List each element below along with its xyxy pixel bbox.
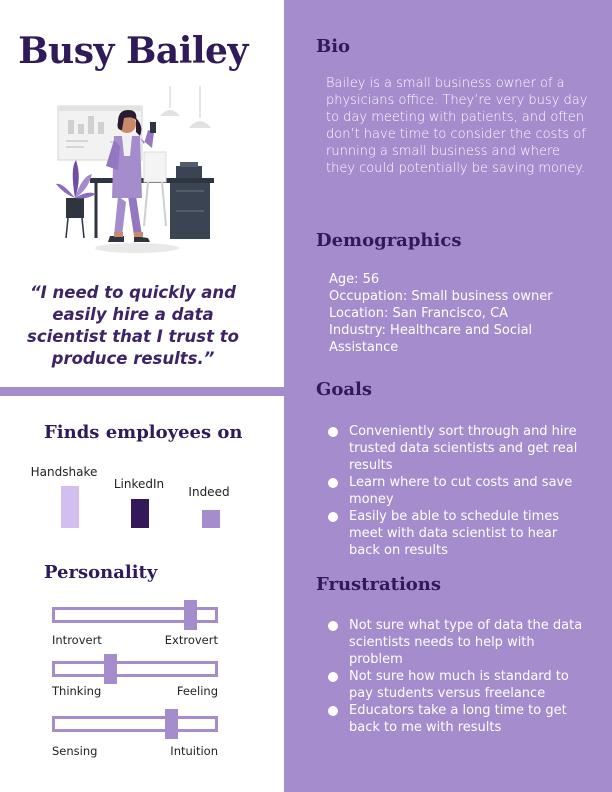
bullet-icon [328, 512, 338, 522]
demographics-title: Demographics [316, 230, 462, 251]
section-divider [0, 387, 284, 396]
label-feeling: Feeling [176, 684, 218, 698]
goal-item: Conveniently sort through and hire trusted data scientists and get real results [328, 423, 588, 474]
label-thinking: Thinking [52, 684, 102, 698]
goals-list [328, 423, 588, 559]
label-introvert: Introvert [52, 633, 102, 647]
bio-title: Bio [316, 36, 351, 57]
label-sensing: Sensing [52, 744, 98, 758]
frustration-item: Not sure how much is standard to pay students versus freelance [328, 668, 588, 702]
personality-slider-thinking-feeling [52, 661, 218, 677]
platform-label-handshake: Handshake [30, 465, 98, 479]
slider-knob-thinking-feeling [104, 654, 117, 684]
demographics-list [329, 271, 599, 356]
bullet-icon [328, 621, 338, 631]
demographic-location: Location: San Francisco, CA [329, 306, 509, 321]
bullet-icon [328, 427, 338, 437]
demographic-occupation: Occupation: Small business owner [329, 289, 553, 304]
slider-knob-introvert-extrovert [184, 600, 197, 630]
personality-title: Personality [44, 562, 158, 583]
bullet-icon [328, 672, 338, 682]
frustration-item: Not sure what type of data the data scientists needs to help with problem [328, 617, 588, 668]
demographic-industry: Industry: Healthcare and Social Assistance [329, 323, 533, 355]
goal-item: Learn where to cut costs and save money [328, 474, 588, 508]
goal-item: Easily be able to schedule times meet with data scientist to hear back on results [328, 508, 588, 559]
platform-bar-indeed [202, 510, 220, 528]
persona-name: Busy Bailey [18, 30, 248, 72]
platform-label-indeed: Indeed [188, 485, 230, 499]
demographic-age: Age: 56 [329, 272, 380, 287]
label-intuition: Intuition [170, 744, 218, 758]
finds-employees-title: Finds employees on [44, 422, 243, 443]
bullet-icon [328, 478, 338, 488]
frustration-item: Educators take a long time to get back to me with results [328, 702, 588, 736]
frustrations-title: Frustrations [316, 574, 442, 595]
bio-text: Bailey is a small business owner of a physicians office. They’re very busy day to day meeting with patients, and often don’t have time to consider the costs of running a small business and where they could potentially be saving money. [326, 76, 588, 176]
label-extrovert: Extrovert [164, 633, 218, 647]
platform-label-linkedin: LinkedIn [113, 477, 165, 491]
goals-title: Goals [316, 379, 373, 400]
slider-knob-sensing-intuition [165, 709, 178, 739]
bullet-icon [328, 706, 338, 716]
businesswoman-illustration [52, 86, 222, 262]
platform-bar-linkedin [131, 499, 149, 528]
platform-bar-handshake [61, 486, 79, 528]
persona-quote: “I need to quickly and easily hire a data scientist that I trust to produce results.” [27, 283, 239, 368]
frustrations-list [328, 617, 588, 736]
personality-slider-sensing-intuition [52, 716, 218, 732]
